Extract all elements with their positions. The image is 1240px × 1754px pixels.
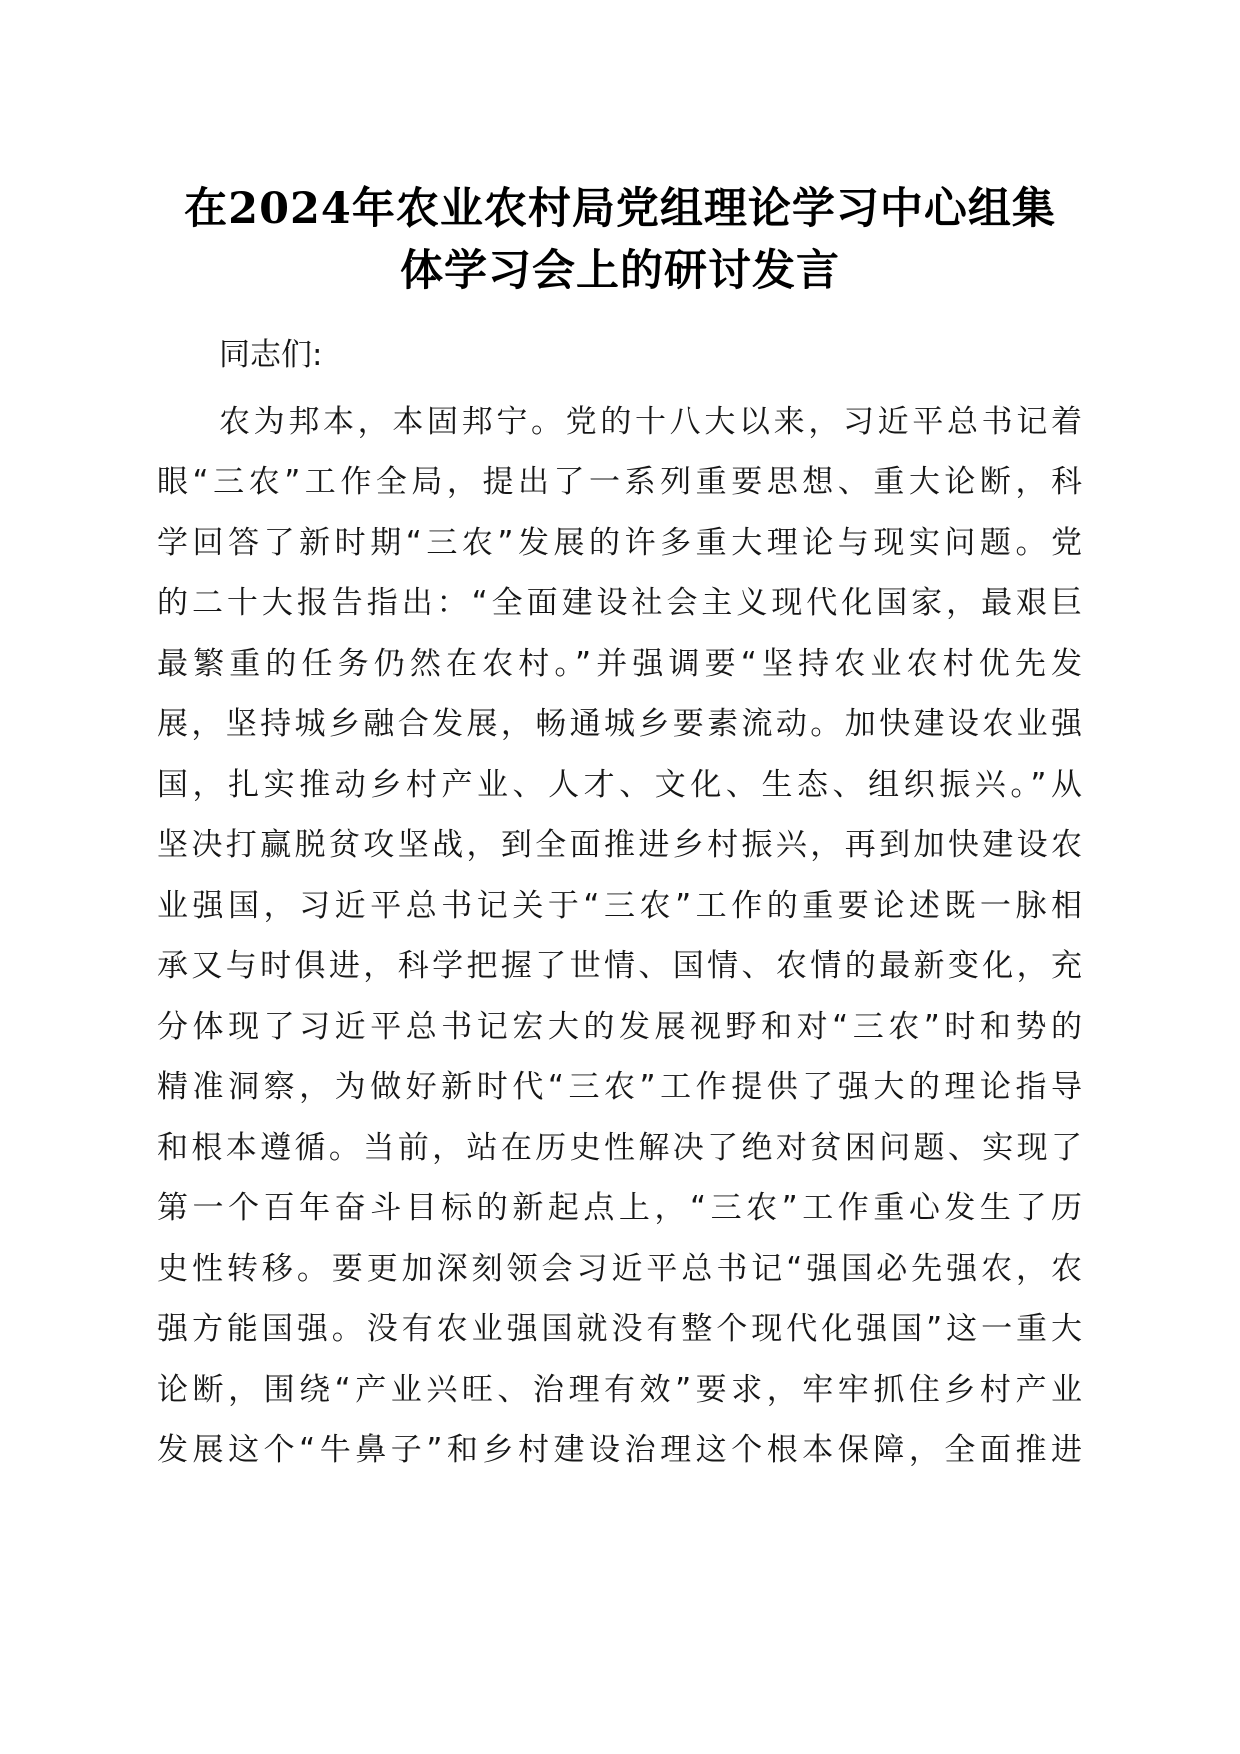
- paragraph-line: 业强国，习近平总书记关于“三农”工作的重要论述既一脉相: [157, 887, 1082, 924]
- title-line-2: 体学习会上的研讨发言: [400, 246, 840, 296]
- salutation: 同志们:: [219, 337, 323, 373]
- paragraph-line: 和根本遵循。当前，站在历史性解决了绝对贫困问题、实现了: [157, 1129, 1082, 1166]
- paragraph-line: 学回答了新时期“三农”发展的许多重大理论与现实问题。党: [157, 524, 1082, 561]
- paragraph-line: 农为邦本，本固邦宁。党的十八大以来，习近平总书记着: [219, 403, 1082, 440]
- title-line-1: 在2024年农业农村局党组理论学习中心组集: [184, 184, 1056, 234]
- paragraph-line: 精准洞察，为做好新时代“三农”工作提供了强大的理论指导: [157, 1069, 1082, 1105]
- paragraph-line: 国，扎实推动乡村产业、人才、文化、生态、组织振兴。”从: [157, 766, 1082, 803]
- paragraph-line: 第一个百年奋斗目标的新起点上，“三农”工作重心发生了历: [157, 1190, 1082, 1226]
- paragraph-line: 论断，围绕“产业兴旺、治理有效”要求，牢牢抓住乡村产业: [157, 1371, 1082, 1408]
- paragraph-line: 强方能国强。没有农业强国就没有整个现代化强国”这一重大: [157, 1311, 1082, 1347]
- paragraph-line: 坚决打赢脱贫攻坚战，到全面推进乡村振兴，再到加快建设农: [157, 827, 1082, 863]
- paragraph-line: 最繁重的任务仍然在农村。”并强调要“坚持农业农村优先发: [157, 645, 1082, 682]
- paragraph-line: 的二十大报告指出：“全面建设社会主义现代化国家，最艰巨: [157, 585, 1082, 621]
- paragraph-line: 承又与时俱进，科学把握了世情、国情、农情的最新变化，充: [157, 948, 1082, 984]
- paragraph-line: 展，坚持城乡融合发展，畅通城乡要素流动。加快建设农业强: [157, 706, 1082, 742]
- paragraph-line: 史性转移。要更加深刻领会习近平总书记“强国必先强农，农: [157, 1250, 1082, 1287]
- body-paragraph: [157, 392, 1082, 1481]
- paragraph-line: 分体现了习近平总书记宏大的发展视野和对“三农”时和势的: [157, 1008, 1082, 1045]
- paragraph-line: 眼“三农”工作全局，提出了一系列重要思想、重大论断，科: [157, 464, 1082, 500]
- document-title: [150, 178, 1090, 302]
- document-body: [157, 325, 1082, 1481]
- paragraph-line: 发展这个“牛鼻子”和乡村建设治理这个根本保障，全面推进: [157, 1432, 1082, 1468]
